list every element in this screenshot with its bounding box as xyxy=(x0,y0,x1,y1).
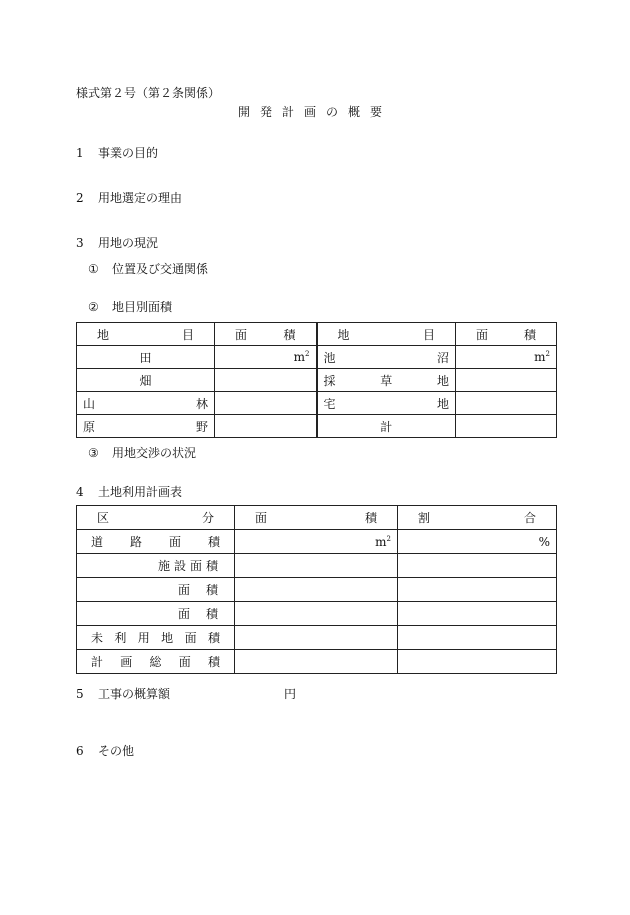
subsection-land-category-number: ② xyxy=(88,300,99,314)
cell-area-blank-2: 面 積 xyxy=(77,602,235,626)
section-5-label: 工事の概算額 xyxy=(98,687,171,701)
header-land-category-2: 地 目 xyxy=(317,323,456,346)
cell-empty xyxy=(215,369,317,392)
subsection-land-category xyxy=(88,298,172,315)
section-4 xyxy=(76,483,182,500)
table-row xyxy=(77,554,557,578)
header-land-category: 地 目 xyxy=(77,323,215,346)
cell-total: 計 xyxy=(317,415,456,438)
land-use-plan-table xyxy=(76,505,557,674)
table-row xyxy=(77,346,557,369)
header-ratio: 割 合 xyxy=(398,506,557,530)
subsection-negotiation-label: 用地交渉の状況 xyxy=(112,446,197,460)
cell-area-unit: $m^2$ xyxy=(215,346,317,369)
section-4-label: 土地利用計画表 xyxy=(98,485,183,499)
subsection-negotiation xyxy=(88,444,196,461)
cell-empty xyxy=(398,650,557,674)
subsection-position-label: 位置及び交通関係 xyxy=(112,262,209,276)
section-6-label: その他 xyxy=(98,744,135,758)
cell-area-blank-1: 面 積 xyxy=(77,578,235,602)
section-3 xyxy=(76,234,158,251)
cell-upland-field: 畑 xyxy=(77,369,215,392)
cell-total-planned-area: 計 画 総 面 積 xyxy=(77,650,235,674)
section-6 xyxy=(76,742,134,759)
cell-residential: 宅 地 xyxy=(317,392,456,415)
form-number: 様式第２号（第２条関係） xyxy=(76,86,221,100)
table-row xyxy=(77,323,557,346)
cell-empty xyxy=(235,602,398,626)
table-row xyxy=(77,578,557,602)
section-2-label: 用地選定の理由 xyxy=(98,191,183,205)
cell-empty xyxy=(235,626,398,650)
section-1-number: 1 xyxy=(76,146,84,160)
cell-pond: 池 沼 xyxy=(317,346,456,369)
subsection-negotiation-number: ③ xyxy=(88,446,99,460)
subsection-position xyxy=(88,260,208,277)
cell-empty xyxy=(215,392,317,415)
cell-empty xyxy=(215,415,317,438)
section-3-number: 3 xyxy=(76,236,84,250)
cell-area-unit: $m^2$ xyxy=(235,530,398,554)
header-area: 面 積 xyxy=(215,323,317,346)
table-row xyxy=(77,602,557,626)
table-row xyxy=(77,415,557,438)
cell-road-area: 道 路 面 積 xyxy=(77,530,235,554)
subsection-position-number: ① xyxy=(88,262,99,276)
cell-facility-area: 施 設 面 積 xyxy=(77,554,235,578)
cell-empty xyxy=(456,392,557,415)
cell-empty xyxy=(235,650,398,674)
section-5 xyxy=(76,685,170,702)
cell-empty xyxy=(398,626,557,650)
section-2-number: 2 xyxy=(76,191,84,205)
section-1-label: 事業の目的 xyxy=(98,146,159,160)
cell-rice-field: 田 xyxy=(77,346,215,369)
cell-empty xyxy=(398,602,557,626)
table-row xyxy=(77,650,557,674)
section-1 xyxy=(76,144,158,161)
section-3-label: 用地の現況 xyxy=(98,236,159,250)
cell-empty xyxy=(235,578,398,602)
cell-grassland: 採 草 地 xyxy=(317,369,456,392)
cell-empty xyxy=(456,369,557,392)
section-4-number: 4 xyxy=(76,485,84,499)
section-2 xyxy=(76,189,182,206)
cell-empty xyxy=(398,578,557,602)
section-6-number: 6 xyxy=(76,744,84,758)
cell-area-unit-2: $m^2$ xyxy=(456,346,557,369)
section-5-number: 5 xyxy=(76,687,84,701)
table-row xyxy=(77,369,557,392)
cell-empty xyxy=(398,554,557,578)
cell-empty xyxy=(235,554,398,578)
table-row xyxy=(77,506,557,530)
cell-forest: 山 林 xyxy=(77,392,215,415)
header-category: 区 分 xyxy=(77,506,235,530)
cell-empty xyxy=(456,415,557,438)
cell-wilderness: 原 野 xyxy=(77,415,215,438)
document-title: 開発計画の概要 xyxy=(237,105,392,119)
header-area-2: 面 積 xyxy=(456,323,557,346)
cost-unit-yen: 円 xyxy=(284,687,297,701)
land-category-table xyxy=(76,322,557,438)
header-area: 面 積 xyxy=(235,506,398,530)
table-row xyxy=(77,530,557,554)
table-row xyxy=(77,392,557,415)
cell-percent-unit: % xyxy=(398,530,557,554)
subsection-land-category-label: 地目別面積 xyxy=(112,300,173,314)
table-row xyxy=(77,626,557,650)
cell-unused-land-area: 未 利 用 地 面 積 xyxy=(77,626,235,650)
